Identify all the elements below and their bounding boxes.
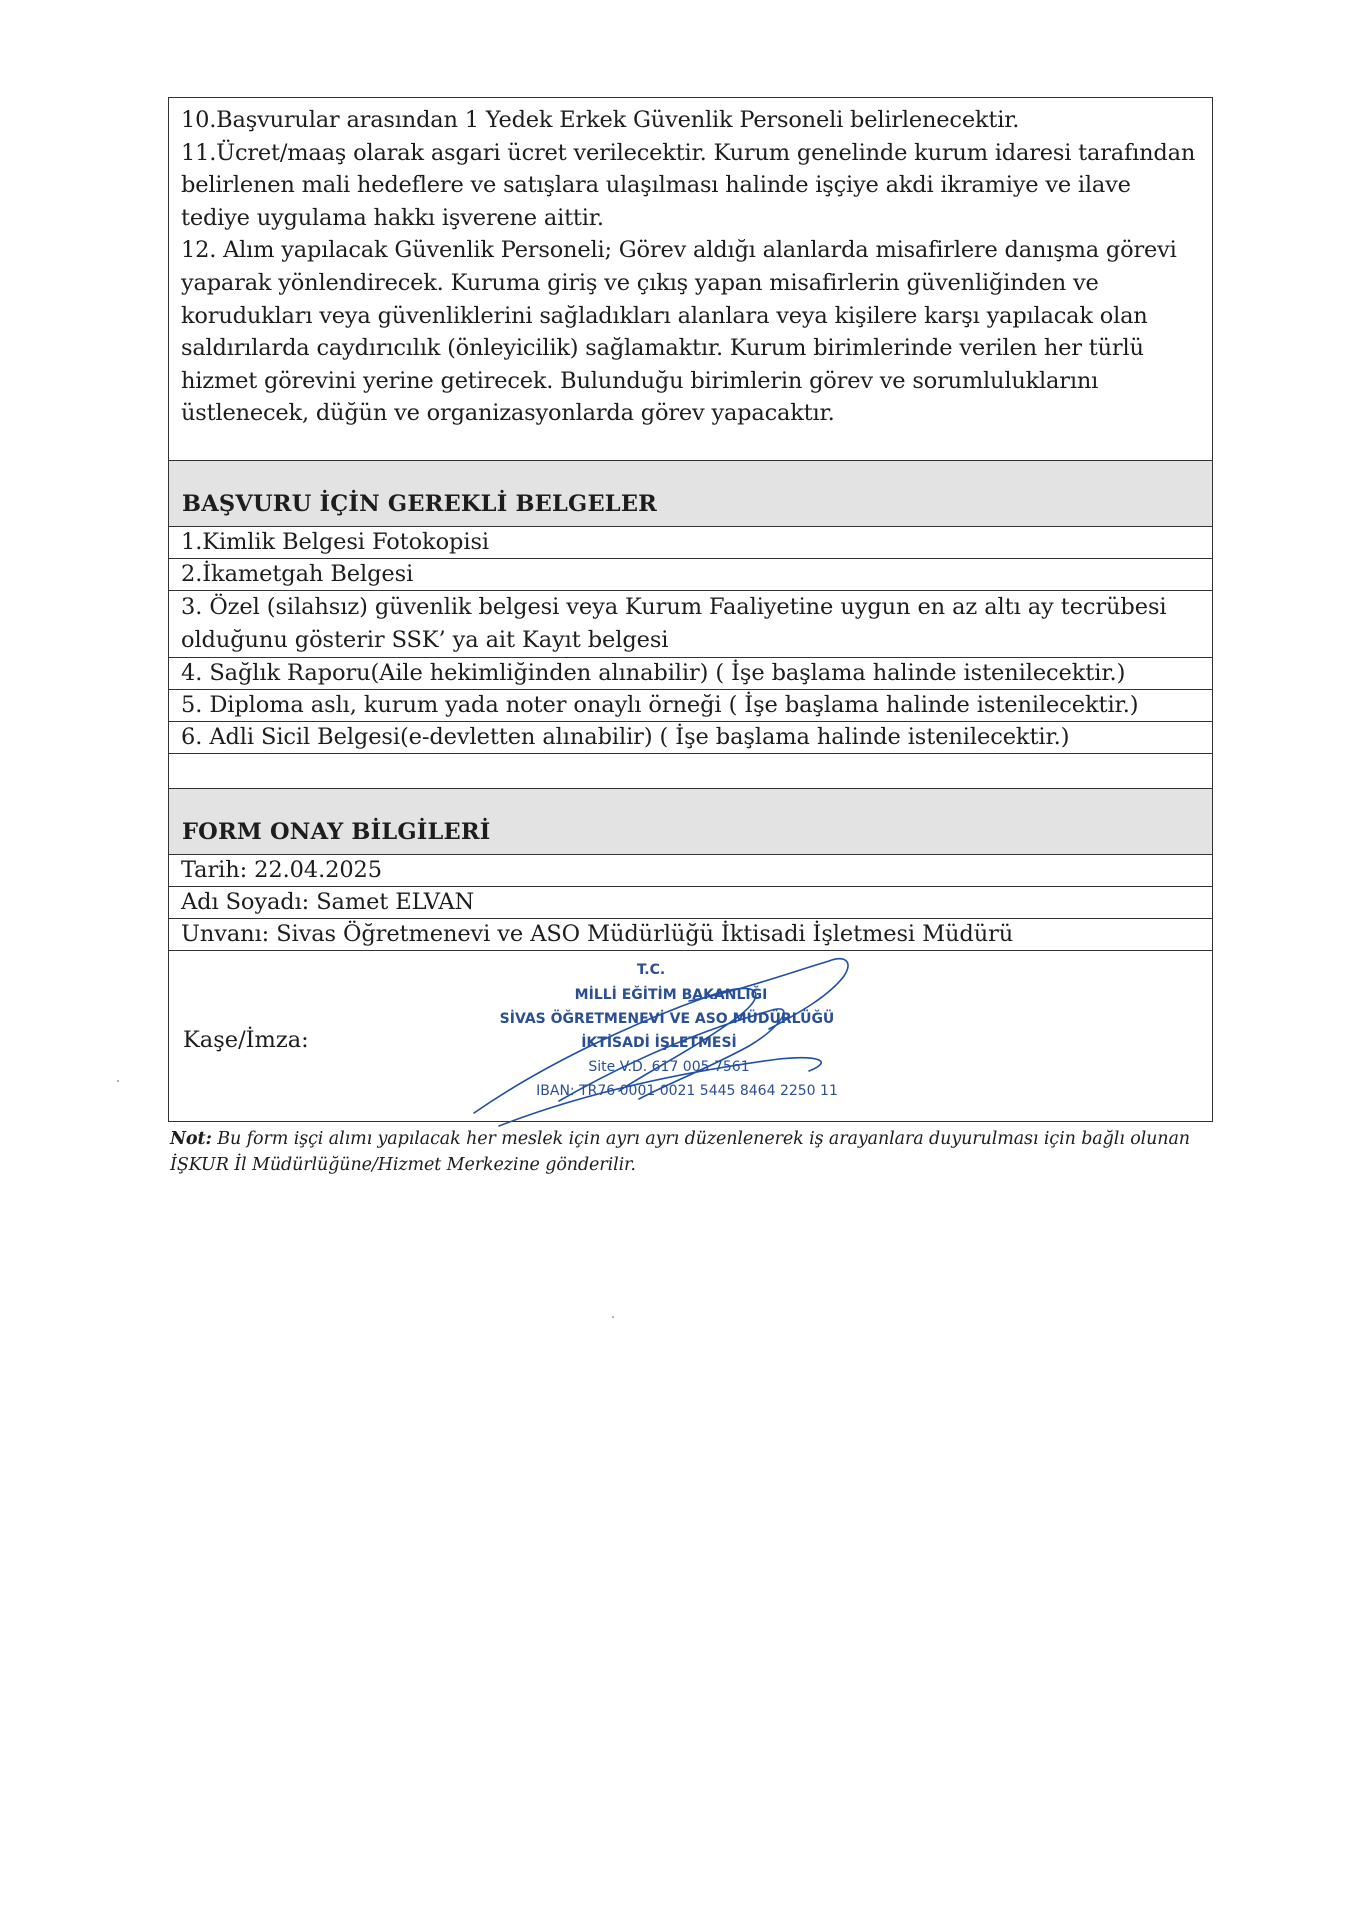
stamp-line-2: MİLLİ EĞİTİM BAKANLIĞI bbox=[574, 986, 768, 1003]
footnote-text: Bu form işçi alımı yapılacak her meslek için ayrı ayrı düzenlenerek iş arayanlara duyurulması için bağlı olunan İŞKUR İl Müdürlüğüne/Hizmet Merkezine gönderilir. bbox=[170, 1129, 1190, 1175]
form-table bbox=[168, 97, 1213, 1122]
approval-title: Unvanı: Sivas Öğretmenevi ve ASO Müdürlüğü İktisadi İşletmesi Müdürü bbox=[169, 919, 1212, 951]
scan-speck bbox=[117, 1080, 119, 1082]
document-item-3: 3. Özel (silahsız) güvenlik belgesi veya Kurum Faaliyetine uygun en az altı ay tecrübesi olduğunu gösterir SSK’ ya ait Kayıt belgesi bbox=[169, 591, 1212, 658]
stamp-signature-label: Kaşe/İmza: bbox=[183, 1026, 309, 1053]
empty-row bbox=[169, 754, 1212, 789]
footnote-label: Not: bbox=[170, 1129, 212, 1149]
condition-12: 12. Alım yapılacak Güvenlik Personeli; Görev aldığı alanlarda misafirlere danışma görevi yaparak yönlendirecek. Kuruma giriş ve çıkış yapan misafirlerin güvenliğinden ve korudukları veya güvenliklerini sağladıkları alanlara veya kişilere karşı yapılacak olan saldırılarda caydırıcılık (önleyicilik) sağlamaktır. Kurum birimlerinde verilen her türlü hizmet görevini yerine getirecek. Bulunduğu birimlerin görev ve sorumluluklarını üstlenecek, düğün ve organizasyonlarda görev yapacaktır. bbox=[181, 237, 1177, 427]
condition-10: 10.Başvurular arasından 1 Yedek Erkek Güvenlik Personeli belirlenecektir. bbox=[181, 107, 1020, 133]
stamp-line-6: IBAN: TR76 0001 0021 5445 8464 2250 11 bbox=[536, 1082, 838, 1099]
approval-name: Adı Soyadı: Samet ELVAN bbox=[169, 887, 1212, 919]
job-conditions-section bbox=[169, 98, 1212, 461]
document-item-1: 1.Kimlik Belgesi Fotokopisi bbox=[169, 527, 1212, 559]
document-item-2: 2.İkametgah Belgesi bbox=[169, 559, 1212, 591]
required-documents-heading: BAŞVURU İÇİN GEREKLİ BELGELER bbox=[169, 461, 1212, 527]
document-item-5: 5. Diploma aslı, kurum yada noter onaylı örneği ( İşe başlama halinde istenilecektir.) bbox=[169, 690, 1212, 722]
document-item-4: 4. Sağlık Raporu(Aile hekimliğinden alınabilir) ( İşe başlama halinde istenilecektir.) bbox=[169, 658, 1212, 690]
document-item-6: 6. Adli Sicil Belgesi(e-devletten alınabilir) ( İşe başlama halinde istenilecektir.) bbox=[169, 722, 1212, 754]
approval-date: Tarih: 22.04.2025 bbox=[169, 855, 1212, 887]
stamp-line-1: T.C. bbox=[636, 961, 666, 978]
form-approval-heading: FORM ONAY BİLGİLERİ bbox=[169, 789, 1212, 855]
stamp-signature-cell bbox=[169, 951, 1212, 1121]
stamp-line-5: Site V.D. 617 005 7561 bbox=[588, 1058, 750, 1075]
footnote bbox=[170, 1126, 1220, 1178]
stamp-line-4: İKTİSADİ İŞLETMESİ bbox=[581, 1034, 737, 1051]
stamp-line-3: SİVAS ÖĞRETMENEVİ VE ASO MÜDÜRLÜĞÜ bbox=[499, 1010, 835, 1027]
scan-speck bbox=[612, 1316, 614, 1318]
official-stamp bbox=[439, 941, 999, 1141]
condition-11: 11.Ücret/maaş olarak asgari ücret verilecektir. Kurum genelinde kurum idaresi tarafından belirlenen mali hedeflere ve satışlara ulaşılması halinde işçiye akdi ikramiye ve ilave tediye uygulama hakkı işverene aittir. bbox=[181, 139, 1196, 231]
